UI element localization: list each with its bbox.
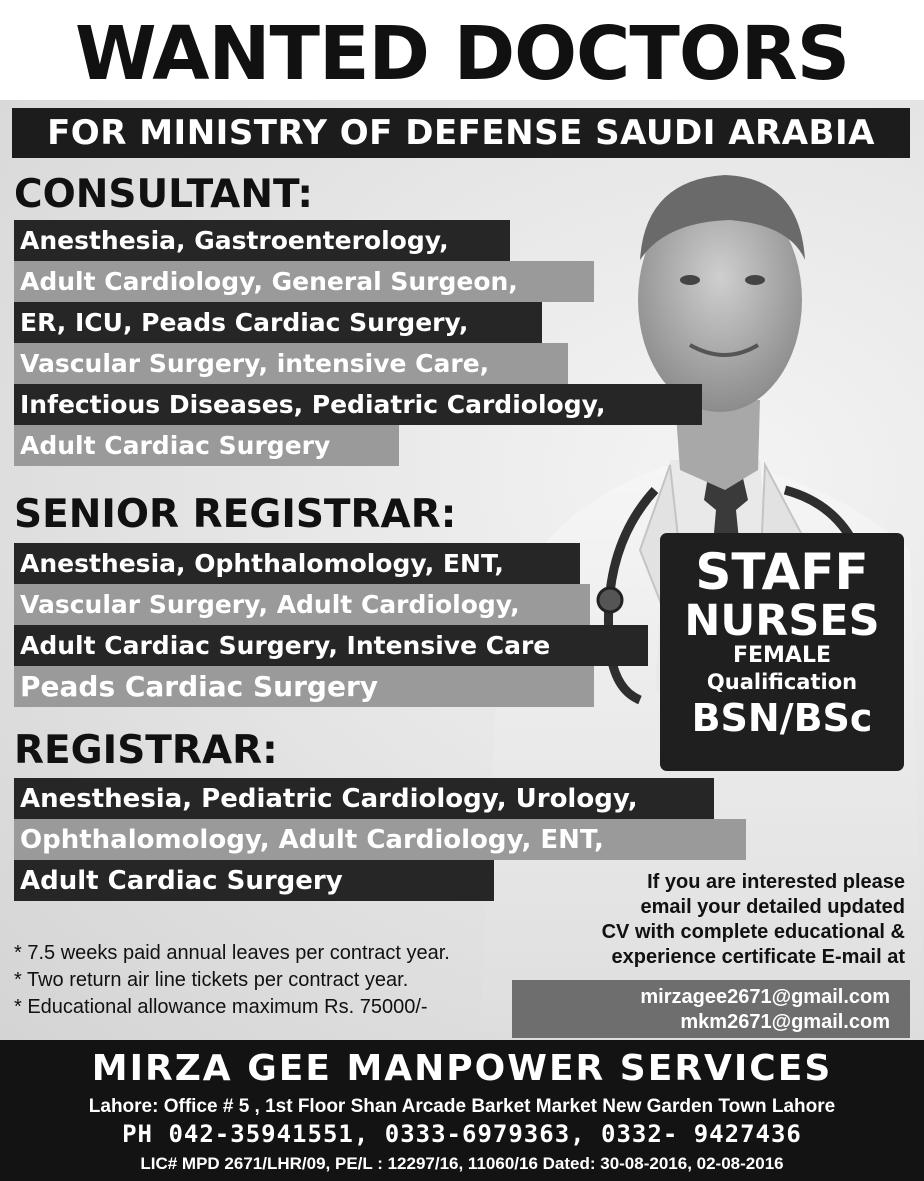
- benefit-item: * 7.5 weeks paid annual leaves per contract year.: [14, 942, 450, 964]
- senior-registrar-list: [14, 543, 648, 707]
- nurses-label: NURSES: [684, 596, 880, 646]
- apply-line: experience certificate E-mail at: [611, 946, 905, 968]
- female-label: FEMALE: [732, 643, 832, 668]
- qualification-value: BSN/BSc: [691, 696, 873, 740]
- apply-line: If you are interested please: [647, 871, 905, 893]
- registrar-heading: REGISTRAR:: [14, 728, 278, 773]
- consultant-line: Infectious Diseases, Pediatric Cardiology,: [14, 384, 702, 425]
- license-info: LIC# MPD 2671/LHR/09, PE/L : 12297/16, 11060/16 Dated: 30-08-2016, 02-08-2016: [140, 1154, 784, 1173]
- consultant-line: Anesthesia, Gastroenterology,: [14, 220, 510, 261]
- subtitle-bar: [12, 108, 910, 158]
- apply-line: CV with complete educational &: [601, 921, 905, 943]
- staff-label: STAFF: [695, 543, 869, 601]
- registrar-line: Ophthalomology, Adult Cardiology, ENT,: [14, 819, 746, 860]
- registrar-line: Anesthesia, Pediatric Cardiology, Urology,: [14, 778, 714, 819]
- registrar-line: Adult Cardiac Surgery: [14, 860, 494, 901]
- email-box: [512, 980, 910, 1038]
- benefits-list: [14, 940, 514, 1021]
- benefit-item: * Two return air line tickets per contract year.: [14, 969, 409, 991]
- subtitle: FOR MINISTRY OF DEFENSE SAUDI ARABIA: [47, 113, 875, 153]
- senior-registrar-heading: SENIOR REGISTRAR:: [14, 492, 457, 537]
- consultant-line: Adult Cardiac Surgery: [14, 425, 399, 466]
- page-title: WANTED DOCTORS: [74, 11, 850, 97]
- apply-line: email your detailed updated: [640, 896, 905, 918]
- footer: [0, 1040, 924, 1181]
- staff-nurses-box: [660, 533, 904, 771]
- consultant-line: ER, ICU, Peads Cardiac Surgery,: [14, 302, 542, 343]
- senior-registrar-line: Vascular Surgery, Adult Cardiology,: [14, 584, 590, 625]
- email-link[interactable]: mirzagee2671@gmail.com: [640, 986, 890, 1008]
- senior-registrar-line: Peads Cardiac Surgery: [14, 666, 594, 707]
- email-link[interactable]: mkm2671@gmail.com: [680, 1011, 890, 1033]
- benefit-item: * Educational allowance maximum Rs. 75000/-: [14, 996, 428, 1018]
- senior-registrar-line: Anesthesia, Ophthalomology, ENT,: [14, 543, 580, 584]
- consultant-list: [14, 220, 702, 466]
- company-address: Lahore: Office # 5 , 1st Floor Shan Arcade Barket Market New Garden Town Lahore: [88, 1096, 836, 1117]
- qualification-label: Qualification: [706, 670, 858, 694]
- senior-registrar-line: Adult Cardiac Surgery, Intensive Care: [14, 625, 648, 666]
- consultant-line: Vascular Surgery, intensive Care,: [14, 343, 568, 384]
- consultant-line: Adult Cardiology, General Surgeon,: [14, 261, 594, 302]
- apply-instructions: [520, 870, 905, 970]
- company-name: MIRZA GEE MANPOWER SERVICES: [91, 1048, 833, 1089]
- company-phone: PH 042-35941551, 0333-6979363, 0332- 9427436: [122, 1120, 802, 1148]
- consultant-heading: CONSULTANT:: [14, 172, 314, 217]
